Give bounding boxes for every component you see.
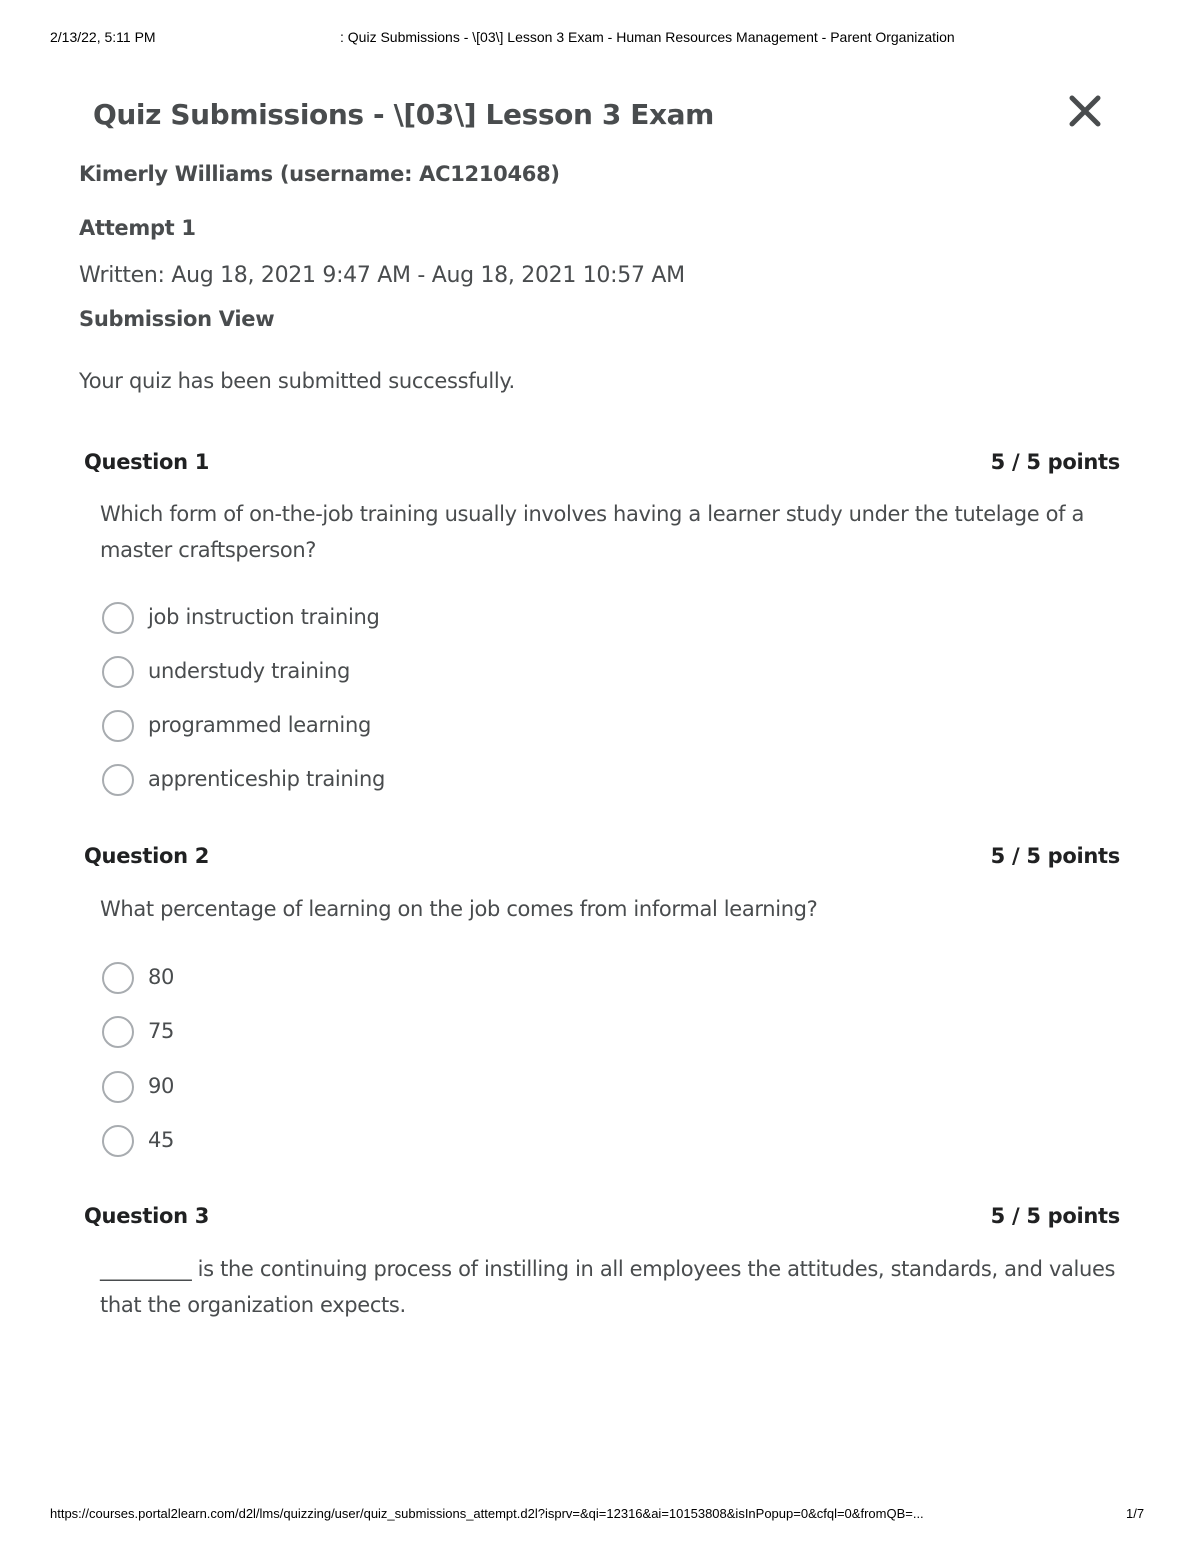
question-header [84, 1204, 1120, 1234]
answer-option-label: programmed learning [148, 713, 371, 737]
radio-button-icon[interactable] [102, 962, 134, 994]
close-button[interactable] [1066, 92, 1104, 130]
print-footer [0, 1506, 1200, 1526]
radio-button-icon[interactable] [102, 1071, 134, 1103]
answer-option-label: understudy training [148, 659, 351, 683]
radio-button-icon[interactable] [102, 1016, 134, 1048]
radio-button-icon[interactable] [102, 764, 134, 796]
question-text: _________ is the continuing process of instilling in all employees the attitudes, standards, and values that the organization expects. [100, 1257, 1116, 1317]
user-info: Kimerly Williams (username: AC1210468) [79, 162, 560, 186]
answer-option-label: 90 [148, 1074, 175, 1098]
written-timestamp: Written: Aug 18, 2021 9:47 AM - Aug 18, 2021 10:57 AM [79, 263, 685, 288]
print-url: https://courses.portal2learn.com/d2l/lms/quizzing/user/quiz_submissions_attempt.d2l?isprv=&qi=12316&ai=10153808&isInPopup=0&cfql=0&fromQB=... [50, 1506, 924, 1521]
question-header [84, 450, 1120, 480]
question-points: 5 / 5 points [990, 450, 1120, 474]
answer-option-label: 75 [148, 1019, 175, 1043]
question-points: 5 / 5 points [990, 1204, 1120, 1228]
answer-option-label: apprenticeship training [148, 767, 386, 791]
print-document-title: : Quiz Submissions - \[03\] Lesson 3 Exam - Human Resources Management - Parent Organization [340, 29, 955, 45]
page-number: 1/7 [1126, 1506, 1145, 1521]
success-message: Your quiz has been submitted successfully. [79, 369, 515, 393]
print-date: 2/13/22, 5:11 PM [50, 29, 156, 45]
answer-option-label: job instruction training [148, 605, 380, 629]
page-title: Quiz Submissions - \[03\] Lesson 3 Exam [93, 98, 714, 131]
question-points: 5 / 5 points [990, 844, 1120, 868]
submission-view-heading: Submission View [79, 307, 275, 331]
question-text: Which form of on-the-job training usually involves having a learner study under the tutelage of a master craftsperson? [100, 502, 1085, 562]
close-x-icon [1066, 92, 1104, 130]
question-text: What percentage of learning on the job comes from informal learning? [100, 897, 818, 921]
question-title: Question 2 [84, 844, 210, 868]
question-header [84, 844, 1120, 874]
question-title: Question 3 [84, 1204, 210, 1228]
answer-option-label: 45 [148, 1128, 175, 1152]
radio-button-icon[interactable] [102, 602, 134, 634]
attempt-label: Attempt 1 [79, 216, 196, 240]
question-title: Question 1 [84, 450, 210, 474]
radio-button-icon[interactable] [102, 656, 134, 688]
radio-button-icon[interactable] [102, 1125, 134, 1157]
answer-option-label: 80 [148, 965, 175, 989]
print-header [0, 29, 1200, 49]
radio-button-icon[interactable] [102, 710, 134, 742]
